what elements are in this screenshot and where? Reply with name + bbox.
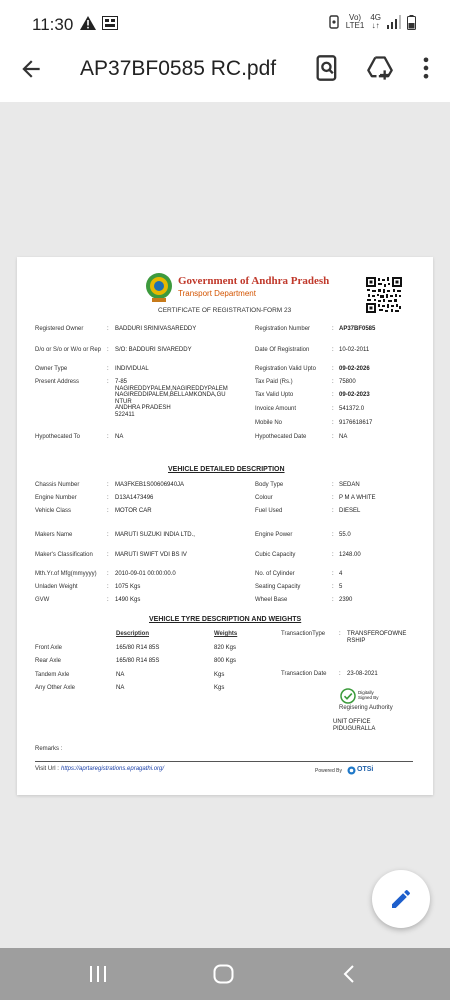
sim-icon: [102, 16, 118, 30]
mobile-no-label: Mobile No: [255, 420, 283, 426]
hypothecated-to-value: NA: [115, 434, 124, 440]
registration-valid-upto-label: Registration Valid Upto: [255, 366, 316, 372]
seating-capacity-value: 5: [339, 584, 343, 590]
other-axle-weight: Kgs: [214, 685, 225, 691]
edit-fab-button[interactable]: [372, 870, 430, 928]
relation-value: S/O: BADDURI SIVAREDDY: [115, 347, 192, 353]
gov-title: Government of Andhra Pradesh: [178, 275, 330, 287]
makers-name-value: MARUTI SUZUKI INDIA LTD.,: [115, 532, 195, 538]
hypothecated-date-label: Hypothecated Date: [255, 434, 307, 440]
invoice-amount-value: 541372.0: [339, 406, 365, 412]
gvw-value: 1490 Kgs: [115, 597, 141, 603]
registering-authority: Regisering Authority: [339, 705, 393, 711]
relation-label: D/o or S/o or W/o or Rep: [35, 347, 102, 353]
remarks-label: Remarks :: [35, 746, 63, 752]
department-name: Transport Department: [178, 289, 256, 298]
system-nav-bar: [0, 948, 450, 1000]
app-toolbar: [0, 48, 450, 102]
network-indicator: Vo) LTE1: [345, 13, 365, 30]
drive-add-icon[interactable]: [366, 54, 394, 82]
certificate-title: CERTIFICATE OF REGISTRATION-FORM 23: [158, 307, 292, 314]
cylinders-label: No. of Cylinder: [255, 571, 295, 577]
makers-name-label: Makers Name: [35, 532, 73, 538]
vibrate-icon: [328, 15, 340, 29]
other-axle-description: NA: [116, 685, 125, 691]
date-of-registration-value: 10-02-2011: [339, 347, 370, 353]
document-title: AP37BF0585 RC.pdf: [80, 57, 277, 80]
fuel-used-value: DIESEL: [339, 508, 361, 514]
hypothecated-date-value: NA: [339, 434, 348, 440]
emblem-logo: [144, 271, 174, 303]
cylinders-value: 4: [339, 571, 343, 577]
transaction-type-value: TRANSFEROFOWNE RSHIP: [347, 631, 407, 644]
tyre-section-title: VEHICLE TYRE DESCRIPTION AND WEIGHTS: [149, 616, 302, 623]
body-type-value: SEDAN: [339, 482, 360, 488]
transaction-type-label: TransactionType: [281, 631, 326, 637]
invoice-amount-label: Invoice Amount: [255, 406, 297, 412]
home-icon[interactable]: [213, 964, 234, 984]
transaction-date-value: 23-08-2021: [347, 671, 378, 677]
tax-valid-upto-label: Tax Valid Upto: [255, 392, 294, 398]
date-of-registration-label: Date Of Registration: [255, 347, 310, 353]
powered-by-label: Powered By: [315, 768, 342, 774]
registered-owner-label: Registered Owner: [35, 326, 84, 332]
hypothecated-to-label: Hypothecated To: [35, 434, 80, 440]
unladen-weight-value: 1075 Kgs: [115, 584, 141, 590]
unladen-weight-label: Unladen Weight: [35, 584, 78, 590]
rear-axle-weight: 800 Kgs: [214, 658, 237, 664]
present-address-value: 7-85 NAGIREDDYPALEM,NAGIREDDYPALEM NAGIREDDIPALEM,BELLAMKONDA,GU NTUR ANDHRA PRADESH 522411: [115, 379, 228, 418]
more-vert-icon[interactable]: [412, 54, 440, 82]
colour-label: Colour: [255, 495, 273, 501]
owner-type-label: Owner Type: [35, 366, 68, 372]
engine-power-label: Engine Power: [255, 532, 293, 538]
registration-valid-upto-value: 09-02-2026: [339, 366, 370, 372]
chassis-number-label: Chassis Number: [35, 482, 80, 488]
cubic-capacity-value: 1248.00: [339, 552, 361, 558]
otsi-brand: OTSi: [357, 766, 374, 773]
verified-check-icon: [340, 688, 356, 704]
registered-owner-value: BADDURI SRINIVASAREDDY: [115, 326, 197, 332]
transaction-date-label: Transaction Date: [281, 671, 327, 677]
tax-paid-label: Tax Paid (Rs.): [255, 379, 293, 385]
battery-icon: [407, 15, 416, 30]
status-bar: [0, 0, 450, 48]
warning-icon: [80, 16, 96, 30]
search-doc-icon[interactable]: [313, 54, 341, 82]
tandem-axle-description: NA: [116, 672, 125, 678]
rear-axle-description: 165/80 R14 85S: [116, 658, 160, 664]
vehicle-class-value: MOTOR CAR: [115, 508, 152, 514]
front-axle-weight: 820 Kgs: [214, 645, 237, 651]
engine-number-label: Engine Number: [35, 495, 77, 501]
tax-valid-upto-value: 09-02-2023: [339, 392, 370, 398]
visit-url-link[interactable]: https://aprtaregistrations.epragathi.org/: [61, 766, 165, 772]
wheel-base-value: 2390: [339, 597, 353, 603]
colour-value: P M A WHITE: [339, 495, 376, 501]
front-axle-label: Front Axle: [35, 645, 63, 651]
mobile-no-value: 9176618617: [339, 420, 373, 426]
vehicle-class-label: Vehicle Class: [35, 508, 72, 514]
data-indicator: 4G ↓↑: [370, 13, 381, 30]
engine-power-value: 55.0: [339, 532, 351, 538]
digitally-signed-text: Digitally Signed By: [358, 690, 379, 700]
engine-number-value: D13A1473496: [115, 495, 154, 501]
signal-icon: [387, 15, 401, 29]
recents-icon[interactable]: [89, 965, 107, 983]
edit-pencil-icon: [389, 887, 413, 911]
otsi-logo-icon: [347, 766, 356, 775]
qr-code: [366, 277, 402, 313]
footer-divider: [35, 761, 413, 762]
wheel-base-label: Wheel Base: [255, 597, 288, 603]
owner-type-value: INDIVIDUAL: [115, 366, 149, 372]
body-type-label: Body Type: [255, 482, 284, 488]
vehicle-section-title: VEHICLE DETAILED DESCRIPTION: [168, 466, 285, 473]
seating-capacity-label: Seating Capacity: [255, 584, 301, 590]
front-axle-description: 165/80 R14 85S: [116, 645, 160, 651]
cubic-capacity-label: Cubic Capacity: [255, 552, 296, 558]
mfg-date-label: Mth.Yr.of Mfg(mmyyyy): [35, 571, 97, 577]
makers-classification-value: MARUTI SWIFT VDI BS IV: [115, 552, 187, 558]
mfg-date-value: 2010-09-01 00:00:00.0: [115, 571, 176, 577]
rear-axle-label: Rear Axle: [35, 658, 62, 664]
present-address-label: Present Address: [35, 379, 80, 385]
visit-url-label: Visit Url :: [35, 766, 59, 772]
makers-classification-label: Maker's Classification: [35, 552, 93, 558]
fuel-used-label: Fuel Used: [255, 508, 283, 514]
other-axle-label: Any Other Axle: [35, 685, 76, 691]
registration-number-label: Registration Number: [255, 326, 311, 332]
pdf-page[interactable]: Government of Andhra Pradesh Transport Department CERTIFICATE OF REGISTRATION-FORM 23 Registered Owner : BADDURI SRINIVASAREDDY D/o or S/o or W/o or Rep : S/O: BADDURI SIVAREDDY Owner Type : INDIVIDUAL Present Address : 7-85 NAGIREDDYPALEM,NAGIREDDYPALEM NAGIREDDIPALEM,BELLAMKONDA,GU NTUR ANDHRA PRADESH 522411 Hypothecated To : NA Registration Number : AP37BF0585 Date Of Registration : 10-02-2011 Registration Valid Upto : 09-02-2026 Tax Paid (Rs.) : 75800 Tax Valid Upto : 09-02-2023 Invoice Amount : 541372.0 Mobile No : 9176618617 Hypothecated Date : NA VEHICLE DETAILED DESCRIPTION Chassis Number : MA3FKEB1S00606940JA Engine Number : D13A1473496 Vehicle Class : MOTOR CAR Makers Name : MARUTI SUZUKI INDIA LTD., Maker's Classification : MARUTI SWIFT VDI BS IV Mth.Yr.of Mfg(mmyyyy) : 2010-09-01 00:00:00.0 Unladen Weight : 1075 Kgs GVW : 1490 Kgs Body Type : SEDAN Colour : P M A WHITE Fuel Used : DIESEL Engine Power : 55.0 Cubic Capacity : 1248.00 No. of Cylinder : 4 Seating Capacity : 5 Wheel Base : 2390 VEHICLE TYRE DESCRIPTION AND WEIGHTS Description Weights Front Axle 165/80 R14 85S 820 Kgs Rear Axle 165/80 R14 85S 800 Kgs Tandem Axle NA Kgs Any Other Axle NA Kgs TransactionType : TRANSFEROFOWNE RSHIP Transaction Date : 23-08-2021 Digitally Signed By Regisering Authority UNIT OFFICE PIDUGURALLA Remarks : Visit Url : https://aprtaregistrations.epragathi.org/ Powered By OTSi: [17, 257, 433, 795]
nav-back-icon[interactable]: [342, 964, 356, 984]
chassis-number-value: MA3FKEB1S00606940JA: [115, 482, 185, 488]
gvw-label: GVW: [35, 597, 50, 603]
tax-paid-value: 75800: [339, 379, 356, 385]
unit-office: UNIT OFFICE PIDUGURALLA: [333, 719, 376, 732]
tandem-axle-weight: Kgs: [214, 672, 225, 678]
status-time: 11:30: [32, 15, 74, 34]
tyre-description-header: Description: [116, 631, 150, 637]
registration-number-value: AP37BF0585: [339, 326, 376, 332]
tandem-axle-label: Tandem Axle: [35, 672, 70, 678]
tyre-weights-header: Weights: [214, 631, 238, 637]
back-arrow-icon[interactable]: [18, 56, 44, 82]
